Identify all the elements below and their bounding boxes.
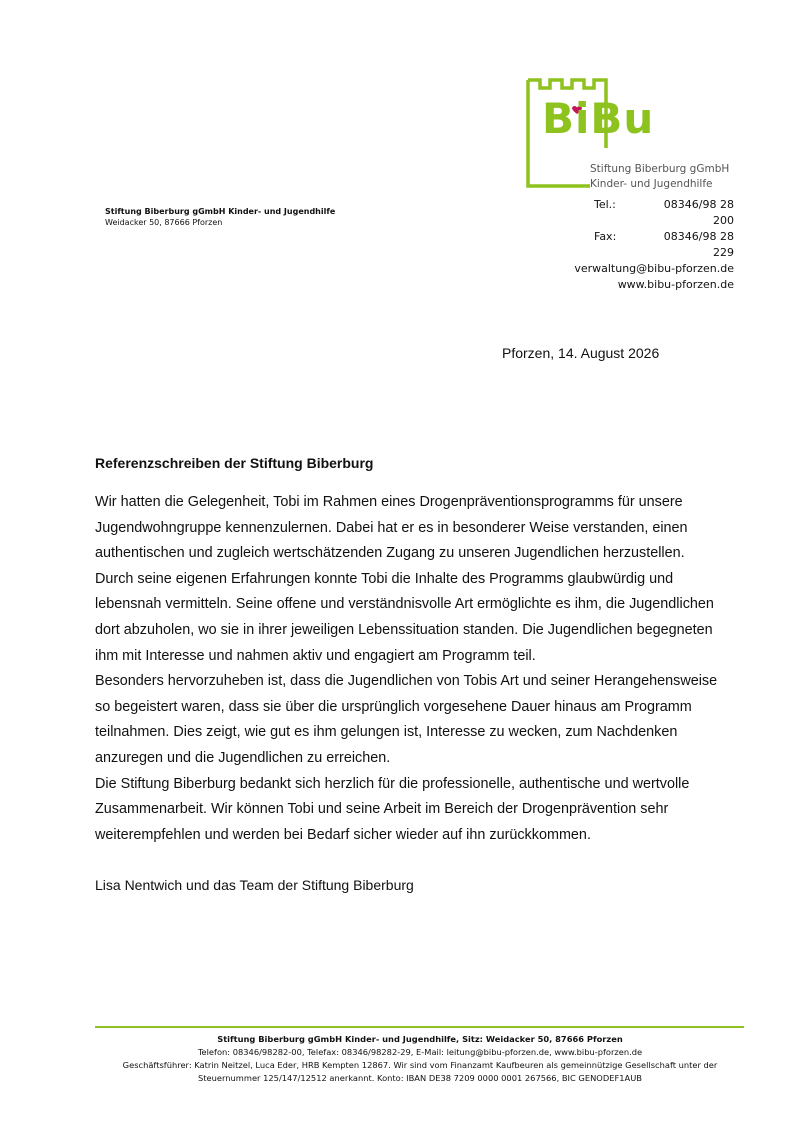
- contact-block: [574, 197, 734, 293]
- email-link[interactable]: verwaltung@bibu-pforzen.de: [574, 262, 734, 275]
- footer: [60, 1033, 780, 1085]
- footer-divider: [95, 1026, 744, 1028]
- body-line: Jugendwohngruppe kennenzulernen. Dabei hat er es in besonderer Weise verstanden, einen: [95, 519, 688, 536]
- tel-row: [574, 197, 734, 229]
- letter-body: [95, 490, 745, 848]
- body-line: lebensnah vermitteln. Seine offene und verständnisvolle Art ermöglichte es ihm, die Jugendlichen: [95, 596, 714, 613]
- logo-line-1: Stiftung Biberburg gGmbH: [590, 163, 730, 175]
- fax-row: [574, 229, 734, 261]
- body-line: Durch seine eigenen Erfahrungen konnte Tobi die Inhalte des Programms glaubwürdig und: [95, 570, 674, 587]
- footer-line-3: Geschäftsführer: Katrin Neitzel, Luca Eder, HRB Kempten 12867. Wir sind vom Finanzamt Kaufbeuren als gemeinnützige Gesellschaft unter der: [122, 1060, 718, 1070]
- tel-value: 08346/98 28 200: [663, 198, 734, 227]
- footer-line-2: Telefon: 08346/98282-00, Telefax: 08346/98282-29, E-Mail: leitung@bibu-pforzen.de, www.bibu-pforzen.de: [197, 1047, 643, 1057]
- body-line: teilnahmen. Dies zeigt, wie gut es ihm gelungen ist, Interesse zu wecken, zum Nachdenken: [95, 724, 678, 741]
- sender-org: Stiftung Biberburg gGmbH Kinder- und Jugendhilfe: [105, 207, 336, 216]
- body-line: Zusammenarbeit. Wir können Tobi und seine Arbeit im Bereich der Drogenprävention sehr: [95, 801, 669, 818]
- logo-wordmark: BiBu: [542, 94, 655, 143]
- letter-subject: Referenzschreiben der Stiftung Biberburg: [95, 455, 374, 471]
- body-line: Besonders hervorzuheben ist, dass die Jugendlichen von Tobis Art und seiner Herangehensweise: [95, 673, 718, 690]
- letter-signoff: Lisa Nentwich und das Team der Stiftung Biberburg: [95, 877, 414, 893]
- body-line: dort abzuholen, wo sie in ihrer jeweiligen Lebenssituation standen. Die Jugendlichen begegneten: [95, 621, 713, 638]
- logo-line-2: Kinder- und Jugendhilfe: [590, 178, 713, 190]
- body-line: authentischen und zugleich wertschätzenden Zugang zu unseren Jugendlichen herzustellen.: [95, 545, 685, 562]
- footer-line-4: Steuernummer 125/147/12512 anerkannt. Konto: IBAN DE38 7209 0000 0001 267566, BIC GENODEF1AUB: [198, 1073, 642, 1083]
- tel-label: Tel.:: [594, 198, 616, 211]
- body-line: anzuregen und die Jugendlichen zu erreichen.: [95, 749, 391, 766]
- sender-address: [105, 206, 335, 228]
- body-line: weiterempfehlen und werden bei Bedarf sicher wieder auf ihn zurückkommen.: [95, 826, 591, 843]
- fax-label: Fax:: [594, 230, 617, 243]
- body-line: ihm mit Interesse und nahmen aktiv und engagiert am Programm teil.: [95, 647, 536, 664]
- body-line: Die Stiftung Biberburg bedankt sich herzlich für die professionelle, authentische und wertvolle: [95, 775, 690, 792]
- letter-date: Pforzen, 14. August 2026: [502, 345, 660, 361]
- footer-line-1: Stiftung Biberburg gGmbH Kinder- und Jugendhilfe, Sitz: Weidacker 50, 87666 Pforzen: [217, 1034, 623, 1044]
- bibu-logo: [520, 78, 750, 190]
- sender-street: Weidacker 50, 87666 Pforzen: [105, 218, 223, 227]
- website-link[interactable]: www.bibu-pforzen.de: [617, 278, 734, 291]
- body-line: so begeistert waren, dass sie über die ursprünglich vorgesehene Dauer hinaus am Programm: [95, 698, 692, 715]
- fax-value: 08346/98 28 229: [663, 230, 734, 259]
- body-line: Wir hatten die Gelegenheit, Tobi im Rahmen eines Drogenpräventionsprogramms für unsere: [95, 494, 683, 510]
